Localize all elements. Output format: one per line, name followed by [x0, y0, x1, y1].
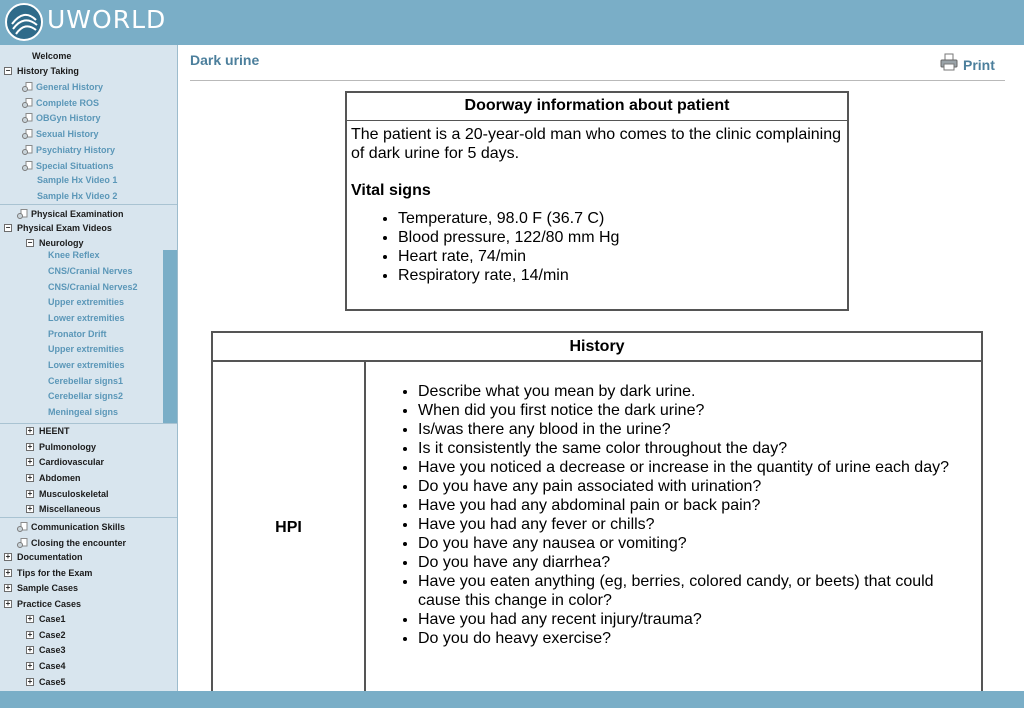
expand-icon[interactable]: + — [27, 630, 33, 639]
nav-bottom-1[interactable] — [4, 566, 92, 580]
expand-icon[interactable]: + — [5, 568, 11, 577]
nav-label: Psychiatry History — [36, 145, 116, 155]
document-icon — [22, 145, 33, 155]
hpi-question: • Is/was there any blood in the urine? — [418, 420, 978, 439]
vital-sign-item: • Temperature, 98.0 F (36.7 C) — [398, 209, 843, 228]
expand-icon[interactable]: + — [5, 599, 11, 608]
nav-label: CNS/Cranial Nerves — [48, 266, 133, 276]
expand-icon[interactable]: + — [5, 583, 11, 592]
nav-label: Communication Skills — [31, 522, 126, 532]
nav-label: Neurology — [39, 238, 84, 248]
vital-signs-list — [398, 209, 843, 285]
nav-label: Musculoskeletal — [39, 489, 109, 499]
hpi-question: • Do you have any nausea or vomiting? — [418, 534, 978, 553]
nav-history-item[interactable] — [22, 111, 101, 125]
doorway-info-card — [345, 91, 849, 311]
uworld-logo-icon — [4, 2, 44, 42]
vital-sign-item: • Heart rate, 74/min — [398, 247, 843, 266]
nav-system-1[interactable] — [26, 440, 96, 454]
print-button[interactable] — [940, 51, 995, 73]
nav-label: Tips for the Exam — [17, 568, 93, 578]
vital-sign-item: • Blood pressure, 122/80 mm Hg — [398, 228, 843, 247]
expand-icon[interactable]: + — [27, 645, 33, 654]
nav-label: Case5 — [39, 677, 66, 687]
nav-label: Sexual History — [36, 129, 99, 139]
nav-neuro-item[interactable] — [48, 358, 125, 372]
nav-label: Lower extremities — [48, 313, 125, 323]
hpi-question: • Have you had any recent injury/trauma? — [418, 610, 978, 629]
top-header-bar — [0, 0, 1024, 45]
nav-label: Case1 — [39, 614, 66, 624]
nav-welcome[interactable] — [32, 49, 71, 63]
nav-physical-exam-videos[interactable] — [4, 221, 112, 235]
brand-name: UWORLD — [47, 5, 167, 34]
hpi-question: • Do you do heavy exercise? — [418, 629, 978, 648]
hpi-question: • Have you noticed a decrease or increase in the quantity of urine each day? — [418, 458, 978, 477]
nav-label: Pronator Drift — [48, 329, 107, 339]
nav-case[interactable] — [26, 628, 66, 642]
nav-neuro-item[interactable] — [48, 248, 100, 262]
nav-case[interactable] — [26, 643, 66, 657]
doorway-heading: Doorway information about patient — [347, 93, 847, 121]
document-icon — [22, 129, 33, 139]
print-label: Print — [963, 57, 995, 73]
nav-history-item[interactable] — [22, 159, 114, 173]
nav-label: Cerebellar signs1 — [48, 376, 124, 386]
nav-label: General History — [36, 82, 104, 92]
nav-neuro-item[interactable] — [48, 295, 124, 309]
document-icon — [17, 209, 28, 219]
nav-label: Upper extremities — [48, 297, 125, 307]
nav-label: Sample Cases — [17, 583, 79, 593]
nav-physical-examination[interactable] — [17, 207, 124, 221]
nav-bottom-2[interactable] — [4, 581, 78, 595]
nav-case[interactable] — [26, 659, 66, 673]
nav-system-3[interactable] — [26, 471, 81, 485]
vital-sign-item: • Respiratory rate, 14/min — [398, 266, 843, 285]
expand-icon[interactable]: + — [27, 504, 33, 513]
nav-communication-skills[interactable] — [17, 520, 125, 534]
nav-label: Complete ROS — [36, 98, 100, 108]
nav-system-4[interactable] — [26, 487, 109, 501]
expand-icon[interactable]: + — [27, 489, 33, 498]
nav-label: Abdomen — [39, 473, 81, 483]
nav-closing[interactable] — [17, 536, 126, 550]
nav-neuro-item[interactable] — [48, 327, 107, 341]
expand-icon[interactable]: + — [27, 614, 33, 623]
nav-neuro-item[interactable] — [48, 311, 125, 325]
nav-history-item[interactable] — [22, 96, 99, 110]
title-divider — [190, 80, 1005, 81]
hpi-question: • Do you have any diarrhea? — [418, 553, 978, 572]
nav-system-2[interactable] — [26, 455, 104, 469]
nav-label: Pulmonology — [39, 442, 96, 452]
hpi-label: HPI — [213, 362, 366, 693]
nav-label: Physical Examination — [31, 209, 124, 219]
nav-label: Physical Exam Videos — [17, 223, 112, 233]
hpi-question: • Describe what you mean by dark urine. — [418, 382, 978, 401]
nav-bottom-0[interactable] — [4, 550, 83, 564]
nav-label: Sample Hx Video 1 — [37, 175, 118, 185]
document-icon — [22, 161, 33, 171]
nav-label: History Taking — [17, 66, 79, 76]
nav-neuro-item[interactable] — [48, 342, 124, 356]
nav-label: Case4 — [39, 661, 66, 671]
nav-history-item[interactable] — [22, 143, 115, 157]
nav-label: Sample Hx Video 2 — [37, 191, 118, 201]
hpi-question-list — [418, 382, 978, 648]
expand-icon[interactable]: + — [27, 457, 33, 466]
nav-neuro-item[interactable] — [48, 264, 133, 278]
nav-label: Miscellaneous — [39, 504, 101, 514]
nav-label: Meningeal signs — [48, 407, 119, 417]
hpi-question: • Have you had any abdominal pain or back pain? — [418, 496, 978, 515]
nav-label: Documentation — [17, 552, 83, 562]
bottom-footer-bar — [0, 691, 1024, 708]
nav-neuro-item[interactable] — [48, 389, 123, 403]
nav-case[interactable] — [26, 675, 66, 689]
expand-icon[interactable]: + — [27, 426, 33, 435]
nav-label: Case3 — [39, 645, 66, 655]
expand-icon[interactable]: + — [27, 442, 33, 451]
nav-label: Cardiovascular — [39, 457, 105, 467]
document-icon — [22, 113, 33, 123]
nav-label: Closing the encounter — [31, 538, 127, 548]
nav-label: Upper extremities — [48, 344, 125, 354]
nav-video[interactable] — [37, 173, 117, 187]
nav-label: OBGyn History — [36, 113, 101, 123]
nav-label: Welcome — [32, 51, 72, 61]
sidebar-navigation — [0, 45, 178, 691]
history-heading: History — [213, 333, 981, 362]
nav-video[interactable] — [37, 189, 117, 203]
nav-neuro-item[interactable] — [48, 280, 138, 294]
hpi-question: • When did you first notice the dark urine? — [418, 401, 978, 420]
nav-history-item[interactable] — [22, 80, 103, 94]
nav-neuro-item[interactable] — [48, 374, 123, 388]
nav-label: Cerebellar signs2 — [48, 391, 124, 401]
nav-bottom-3[interactable] — [4, 597, 81, 611]
nav-history-taking[interactable] — [4, 64, 79, 78]
nav-label: Knee Reflex — [48, 250, 100, 260]
document-icon — [22, 98, 33, 108]
expand-icon[interactable]: + — [27, 473, 33, 482]
nav-case[interactable] — [26, 612, 66, 626]
nav-label: Case2 — [39, 630, 66, 640]
document-icon — [17, 522, 28, 532]
collapse-icon[interactable]: − — [5, 223, 11, 232]
history-table — [211, 331, 983, 691]
nav-label: CNS/Cranial Nerves2 — [48, 282, 138, 292]
vital-signs-heading: Vital signs — [351, 182, 431, 199]
document-icon — [22, 82, 33, 92]
page-title: Dark urine — [190, 52, 260, 68]
document-icon — [17, 538, 28, 548]
patient-description: The patient is a 20-year-old man who comes to the clinic complaining of dark urine for 5 days. — [351, 126, 842, 162]
expand-icon[interactable]: + — [5, 552, 11, 561]
printer-icon — [940, 53, 958, 71]
collapse-icon[interactable]: − — [27, 238, 33, 247]
nav-label: HEENT — [39, 426, 70, 436]
nav-label: Lower extremities — [48, 360, 125, 370]
nav-history-item[interactable] — [22, 127, 99, 141]
hpi-question: • Do you have any pain associated with urination? — [418, 477, 978, 496]
nav-system-0[interactable] — [26, 424, 70, 438]
hpi-question: • Have you eaten anything (eg, berries, colored candy, or beets) that could cause this change in color? — [418, 572, 978, 610]
nav-system-5[interactable] — [26, 502, 101, 516]
hpi-question: • Is it consistently the same color throughout the day? — [418, 439, 978, 458]
nav-label: Special Situations — [36, 161, 114, 171]
nav-label: Practice Cases — [17, 599, 82, 609]
expand-icon[interactable]: + — [27, 661, 33, 670]
collapse-icon[interactable]: − — [5, 66, 11, 75]
expand-icon[interactable]: + — [27, 677, 33, 686]
nav-neuro-item[interactable] — [48, 405, 118, 419]
hpi-question: • Have you had any fever or chills? — [418, 515, 978, 534]
